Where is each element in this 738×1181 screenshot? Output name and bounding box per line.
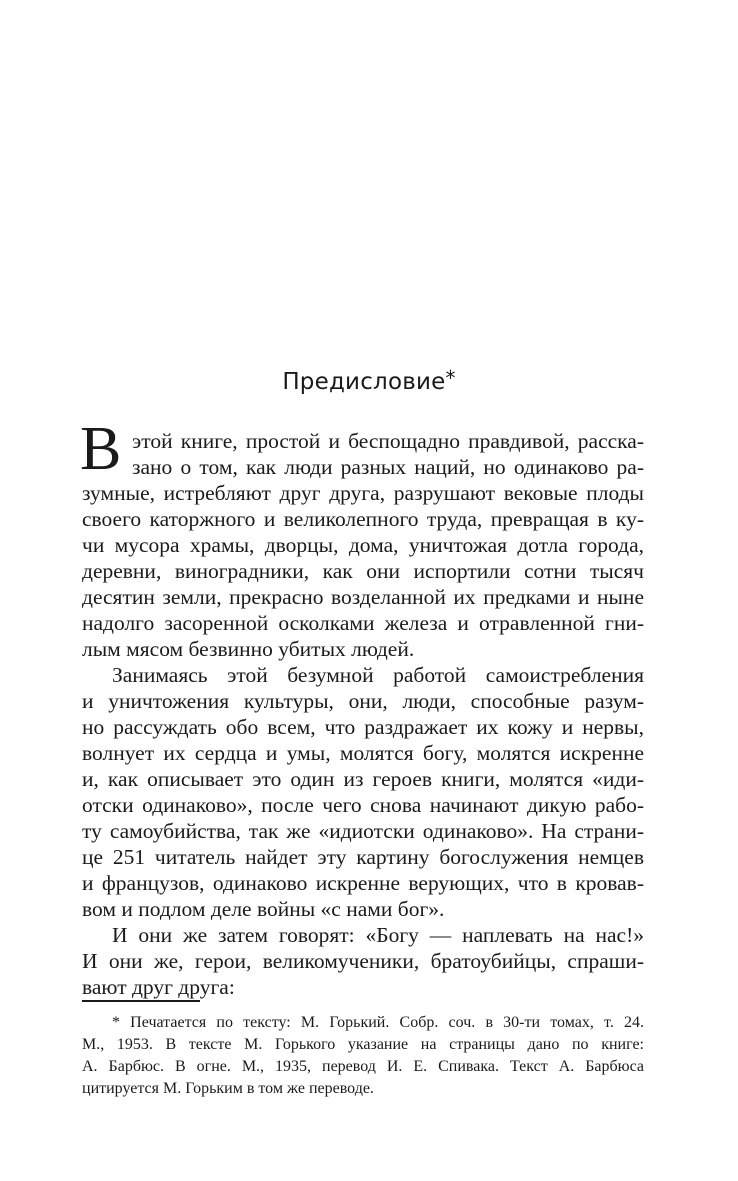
page-title-text: Предисловие bbox=[282, 369, 446, 395]
paragraph-line: лым мясом безвинно убитых людей. bbox=[82, 637, 415, 661]
paragraph-line: вом и подлом деле войны «с нами бог». bbox=[82, 897, 445, 921]
paragraph-line: чи мусора храмы, дворцы, дома, уничтожая дотла города, bbox=[82, 533, 644, 557]
paragraph-line: зано о том, как люди разных наций, но одинаково ра- bbox=[132, 455, 644, 479]
paragraph-line: вают друг друга: bbox=[82, 975, 235, 999]
footnote-line: * Печатается по тексту: М. Горький. Собр. соч. в 30-ти томах, т. 24. bbox=[112, 1014, 644, 1031]
paragraph-line: надолго засоренной осколками железа и отравленной гни- bbox=[82, 611, 644, 635]
footnote-divider bbox=[82, 1000, 200, 1002]
drop-cap: В bbox=[80, 415, 122, 483]
paragraph-line: волнует их сердца и умы, молятся богу, молятся искренне bbox=[82, 741, 644, 765]
paragraph-line: зумные, истребляют друг друга, разрушают вековые плоды bbox=[82, 481, 644, 505]
paragraph-line: це 251 читатель найдет эту картину богослужения немцев bbox=[82, 845, 644, 869]
paragraph-line: и, как описывает это один из героев книги, молятся «иди- bbox=[82, 767, 644, 791]
paragraph-line: и уничтожения культуры, они, люди, способные разум- bbox=[82, 689, 644, 713]
paragraph-line: Занимаясь этой безумной работой самоистребления bbox=[112, 663, 644, 687]
paragraph-line: но рассуждать обо всем, что раздражает их кожу и нервы, bbox=[82, 715, 644, 739]
paragraph-line: отски одинаково», после чего снова начинают дикую рабо- bbox=[82, 793, 644, 817]
footnote-marker: * bbox=[445, 366, 456, 390]
paragraph-line: И они же затем говорят: «Богу — наплевать на нас!» bbox=[112, 923, 644, 947]
page-title bbox=[0, 366, 738, 395]
footnote-line: А. Барбюс. В огне. М., 1935, перевод И. Е. Спивака. Текст А. Барбюса bbox=[82, 1058, 644, 1075]
footnote-line: цитируется М. Горьким в том же переводе. bbox=[82, 1080, 374, 1097]
paragraph-line: И они же, герои, великомученики, братоубийцы, спраши- bbox=[82, 949, 644, 973]
paragraph-line: и французов, одинаково искренне верующих, что в кровав- bbox=[82, 871, 644, 895]
paragraph-line: деревни, виноградники, как они испортили сотни тысяч bbox=[82, 559, 644, 583]
paragraph-line: десятин земли, прекрасно возделанной их предками и ныне bbox=[82, 585, 644, 609]
paragraph-line: своего каторжного и великолепного труда, превращая в ку- bbox=[82, 507, 644, 531]
paragraph-line: ту самоубийства, так же «идиотски одинаково». На страни- bbox=[82, 819, 644, 843]
paragraph-line: этой книге, простой и беспощадно правдивой, расска- bbox=[132, 429, 644, 453]
footnote-line: М., 1953. В тексте М. Горького указание на страницы дано по книге: bbox=[82, 1036, 644, 1053]
